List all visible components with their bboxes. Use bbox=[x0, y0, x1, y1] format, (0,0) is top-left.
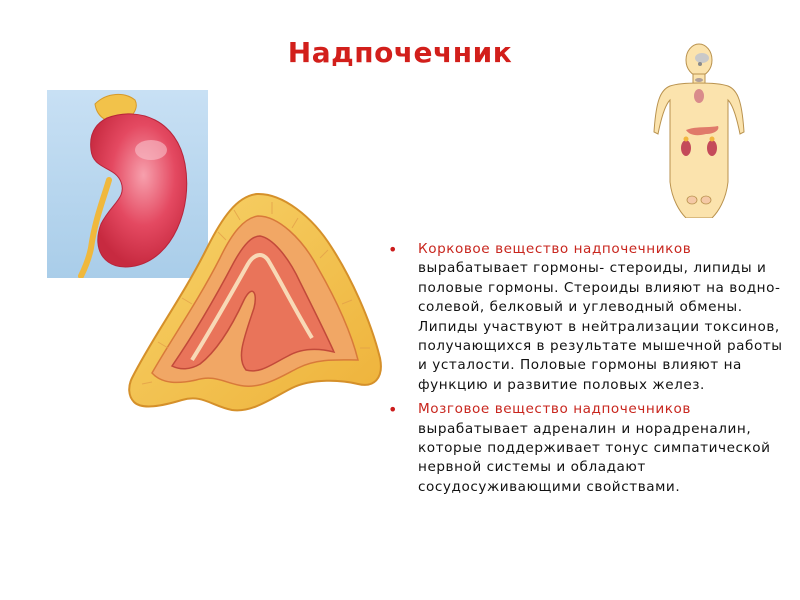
human-body-diagram bbox=[652, 42, 746, 218]
bullet-icon: • bbox=[388, 240, 398, 259]
cortex-heading: Корковое вещество надпочечников bbox=[418, 241, 692, 257]
medulla-heading: Мозговое вещество надпочечников bbox=[418, 401, 691, 418]
slide-title: Надпочечник bbox=[287, 36, 513, 69]
paragraph-cortex bbox=[388, 240, 790, 395]
adrenal-gland-section bbox=[122, 188, 384, 415]
bullet-icon: • bbox=[388, 400, 398, 420]
cortex-text: вырабатывает гормоны- стероиды, липиды и половые гормоны. Стероиды влияют на водно-солевой, белковый и углеводный обмены. Липиды участвуют в нейтрализации токсинов, получающихся в результате мышечной работы и усталости. Половые гормоны влияют на функцию и развитие половых желез. bbox=[418, 260, 783, 393]
medulla-text: вырабатывает адреналин и норадреналин, которые поддерживает тонус симпатической нервной системы и обладают сосудосуживающими свойствами. bbox=[418, 420, 771, 495]
paragraph-medulla bbox=[388, 400, 790, 497]
description-text bbox=[388, 240, 790, 502]
